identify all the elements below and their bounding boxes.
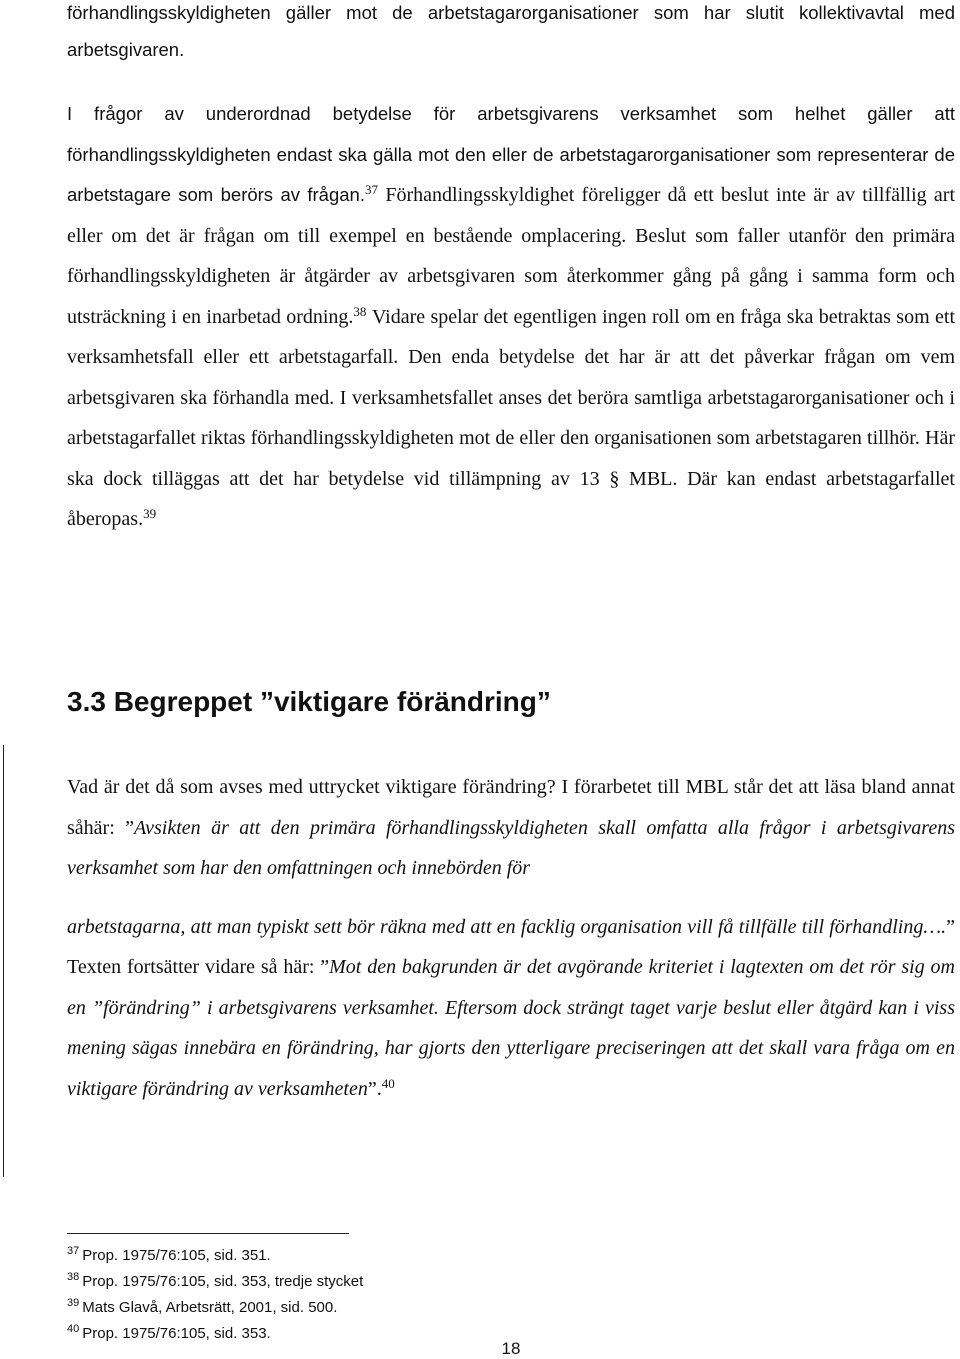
footnote-item xyxy=(67,1295,363,1321)
paragraph-quote xyxy=(67,767,955,1109)
footnote-ref-37[interactable]: 37 xyxy=(364,182,378,197)
footnote-ref-40[interactable]: 40 xyxy=(381,1075,395,1091)
footnote-text: Prop. 1975/76:105, sid. 351. xyxy=(82,1247,271,1264)
quote-text-1a: Avsikten är att den primära förhandlingsskyldigheten skall omfatta alla frågor i arbetsgivarens verksamhet som har den omfattningen och innebörden för xyxy=(67,816,955,879)
paragraph-text-a: I frågor av underordnad betydelse för arbetsgivarens verksamhet som helhet gäller att förhandlingsskyldigheten endast ska gälla mot den eller de arbetstagarorganisationer som representerar de arbetstagare som berörs av frågan. xyxy=(67,103,955,205)
footnote-text: Prop. 1975/76:105, sid. 353. xyxy=(82,1325,271,1342)
footnote-number: 40 xyxy=(67,1323,80,1335)
footnote-item xyxy=(67,1269,363,1295)
footnote-number: 39 xyxy=(67,1297,80,1309)
page-number: 18 xyxy=(501,1339,521,1358)
footnote-item xyxy=(67,1243,363,1269)
paragraph-text-b: Förhandlingsskyldighet föreligger då ett beslut inte är av tillfällig art eller om det är frågan om till exempel en bestående omplacering. Beslut som faller utanför den primära förhandlingsskyldigheten är åtgärder av arbetsgivaren som återkommer gång på gång i samma form och utsträckning i en inarbetad ordning. xyxy=(67,184,955,328)
footnote-text: Prop. 1975/76:105, sid. 353, tredje stycket xyxy=(82,1273,364,1290)
paragraph-negotiation-duty xyxy=(67,94,955,540)
quote-middle: ” Texten fortsätter vidare så här: ” xyxy=(67,915,955,978)
footnote-text: Mats Glavå, Arbetsrätt, 2001, sid. 500. xyxy=(82,1299,338,1316)
footnote-separator xyxy=(67,1233,349,1234)
quote-text-1b: arbetstagarna, att man typiskt sett bör räkna med att en facklig organisation vill få tillfälle till förhandling…. xyxy=(67,915,947,938)
footnote-number: 38 xyxy=(67,1271,80,1283)
footnote-number: 37 xyxy=(67,1245,80,1257)
footnote-ref-39[interactable]: 39 xyxy=(143,506,157,521)
footnote-ref-38[interactable]: 38 xyxy=(353,303,367,319)
quote-text-2: Mot den bakgrunden är det avgörande kriteriet i lagtexten om det rör sig om en ”förändring” i arbetsgivarens verksamhet. Eftersom dock strängt taget varje beslut eller åtgärd kan i viss mening sägas innebära en förändring, har gjorts den ytterligare preciseringen att det skall vara fråga om en viktigare förändring av verksamheten xyxy=(67,956,955,1100)
quote-end: ”. xyxy=(367,1077,382,1100)
section-heading: 3.3 Begreppet ”viktigare förändring” xyxy=(67,686,551,717)
paragraph-text-c: Vidare spelar det egentligen ingen roll om en fråga ska betraktas som ett verksamhetsfall eller ett arbetstagarfall. Den enda betydelse det har är att det påverkar frågan om vem arbetsgivaren ska förhandla med. I verksamhetsfallet anses det beröra samtliga arbetstagarorganisationer och i arbetstagarfallet riktas förhandlingsskyldigheten mot de eller den organisationen som arbetstagaren tillhör. Här ska dock tilläggas att det har betydelse vid tillämpning av 13 § MBL. Där kan endast arbetstagarfallet åberopas. xyxy=(67,305,956,530)
revision-bar xyxy=(3,745,4,1177)
paragraph-continued: förhandlingsskyldigheten gäller mot de arbetstagarorganisationer som har slutit kollektivavtal med arbetsgivaren. xyxy=(67,2,955,60)
quote-intro: Vad är det då som avses med uttrycket viktigare förändring? I förarbetet till MBL står det att läsa bland annat såhär: ” xyxy=(67,776,955,839)
footnote-list xyxy=(67,1243,363,1347)
